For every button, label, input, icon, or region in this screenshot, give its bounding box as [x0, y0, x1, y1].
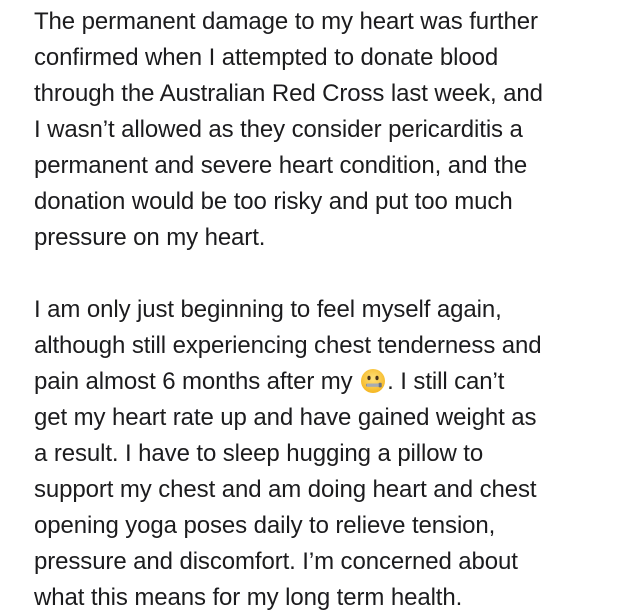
zipper-mouth-face-icon — [360, 368, 386, 394]
text-line: pressure on my heart. — [34, 224, 266, 251]
note-body — [34, 4, 594, 616]
text-line: what this means for my long term health. — [34, 584, 463, 611]
text-line: I wasn’t allowed as they consider pericarditis a — [34, 116, 523, 143]
text-line: pressure and discomfort. I’m concerned about — [34, 548, 518, 575]
text-line: through the Australian Red Cross last week, and — [34, 80, 543, 107]
text-line: get my heart rate up and have gained weight as — [34, 404, 537, 431]
text-line-with-emoji — [34, 364, 594, 400]
text-line: a result. I have to sleep hugging a pillow to — [34, 440, 484, 467]
text-line: opening yoga poses daily to relieve tension, — [34, 512, 496, 539]
text-line: The permanent damage to my heart was further — [34, 8, 538, 35]
text-segment: . I still can’t — [387, 368, 505, 395]
paragraph-recovery — [34, 292, 594, 616]
text-line: confirmed when I attempted to donate blood — [34, 44, 499, 71]
text-line: permanent and severe heart condition, and the — [34, 152, 528, 179]
text-line: although still experiencing chest tenderness and — [34, 332, 542, 359]
text-line: support my chest and am doing heart and chest — [34, 476, 537, 503]
text-line: I am only just beginning to feel myself again, — [34, 296, 502, 323]
paragraph-gap — [34, 256, 594, 292]
text-line: donation would be too risky and put too much — [34, 188, 513, 215]
text-segment: pain almost 6 months after my — [34, 368, 360, 395]
paragraph-blood-donation — [34, 4, 594, 256]
